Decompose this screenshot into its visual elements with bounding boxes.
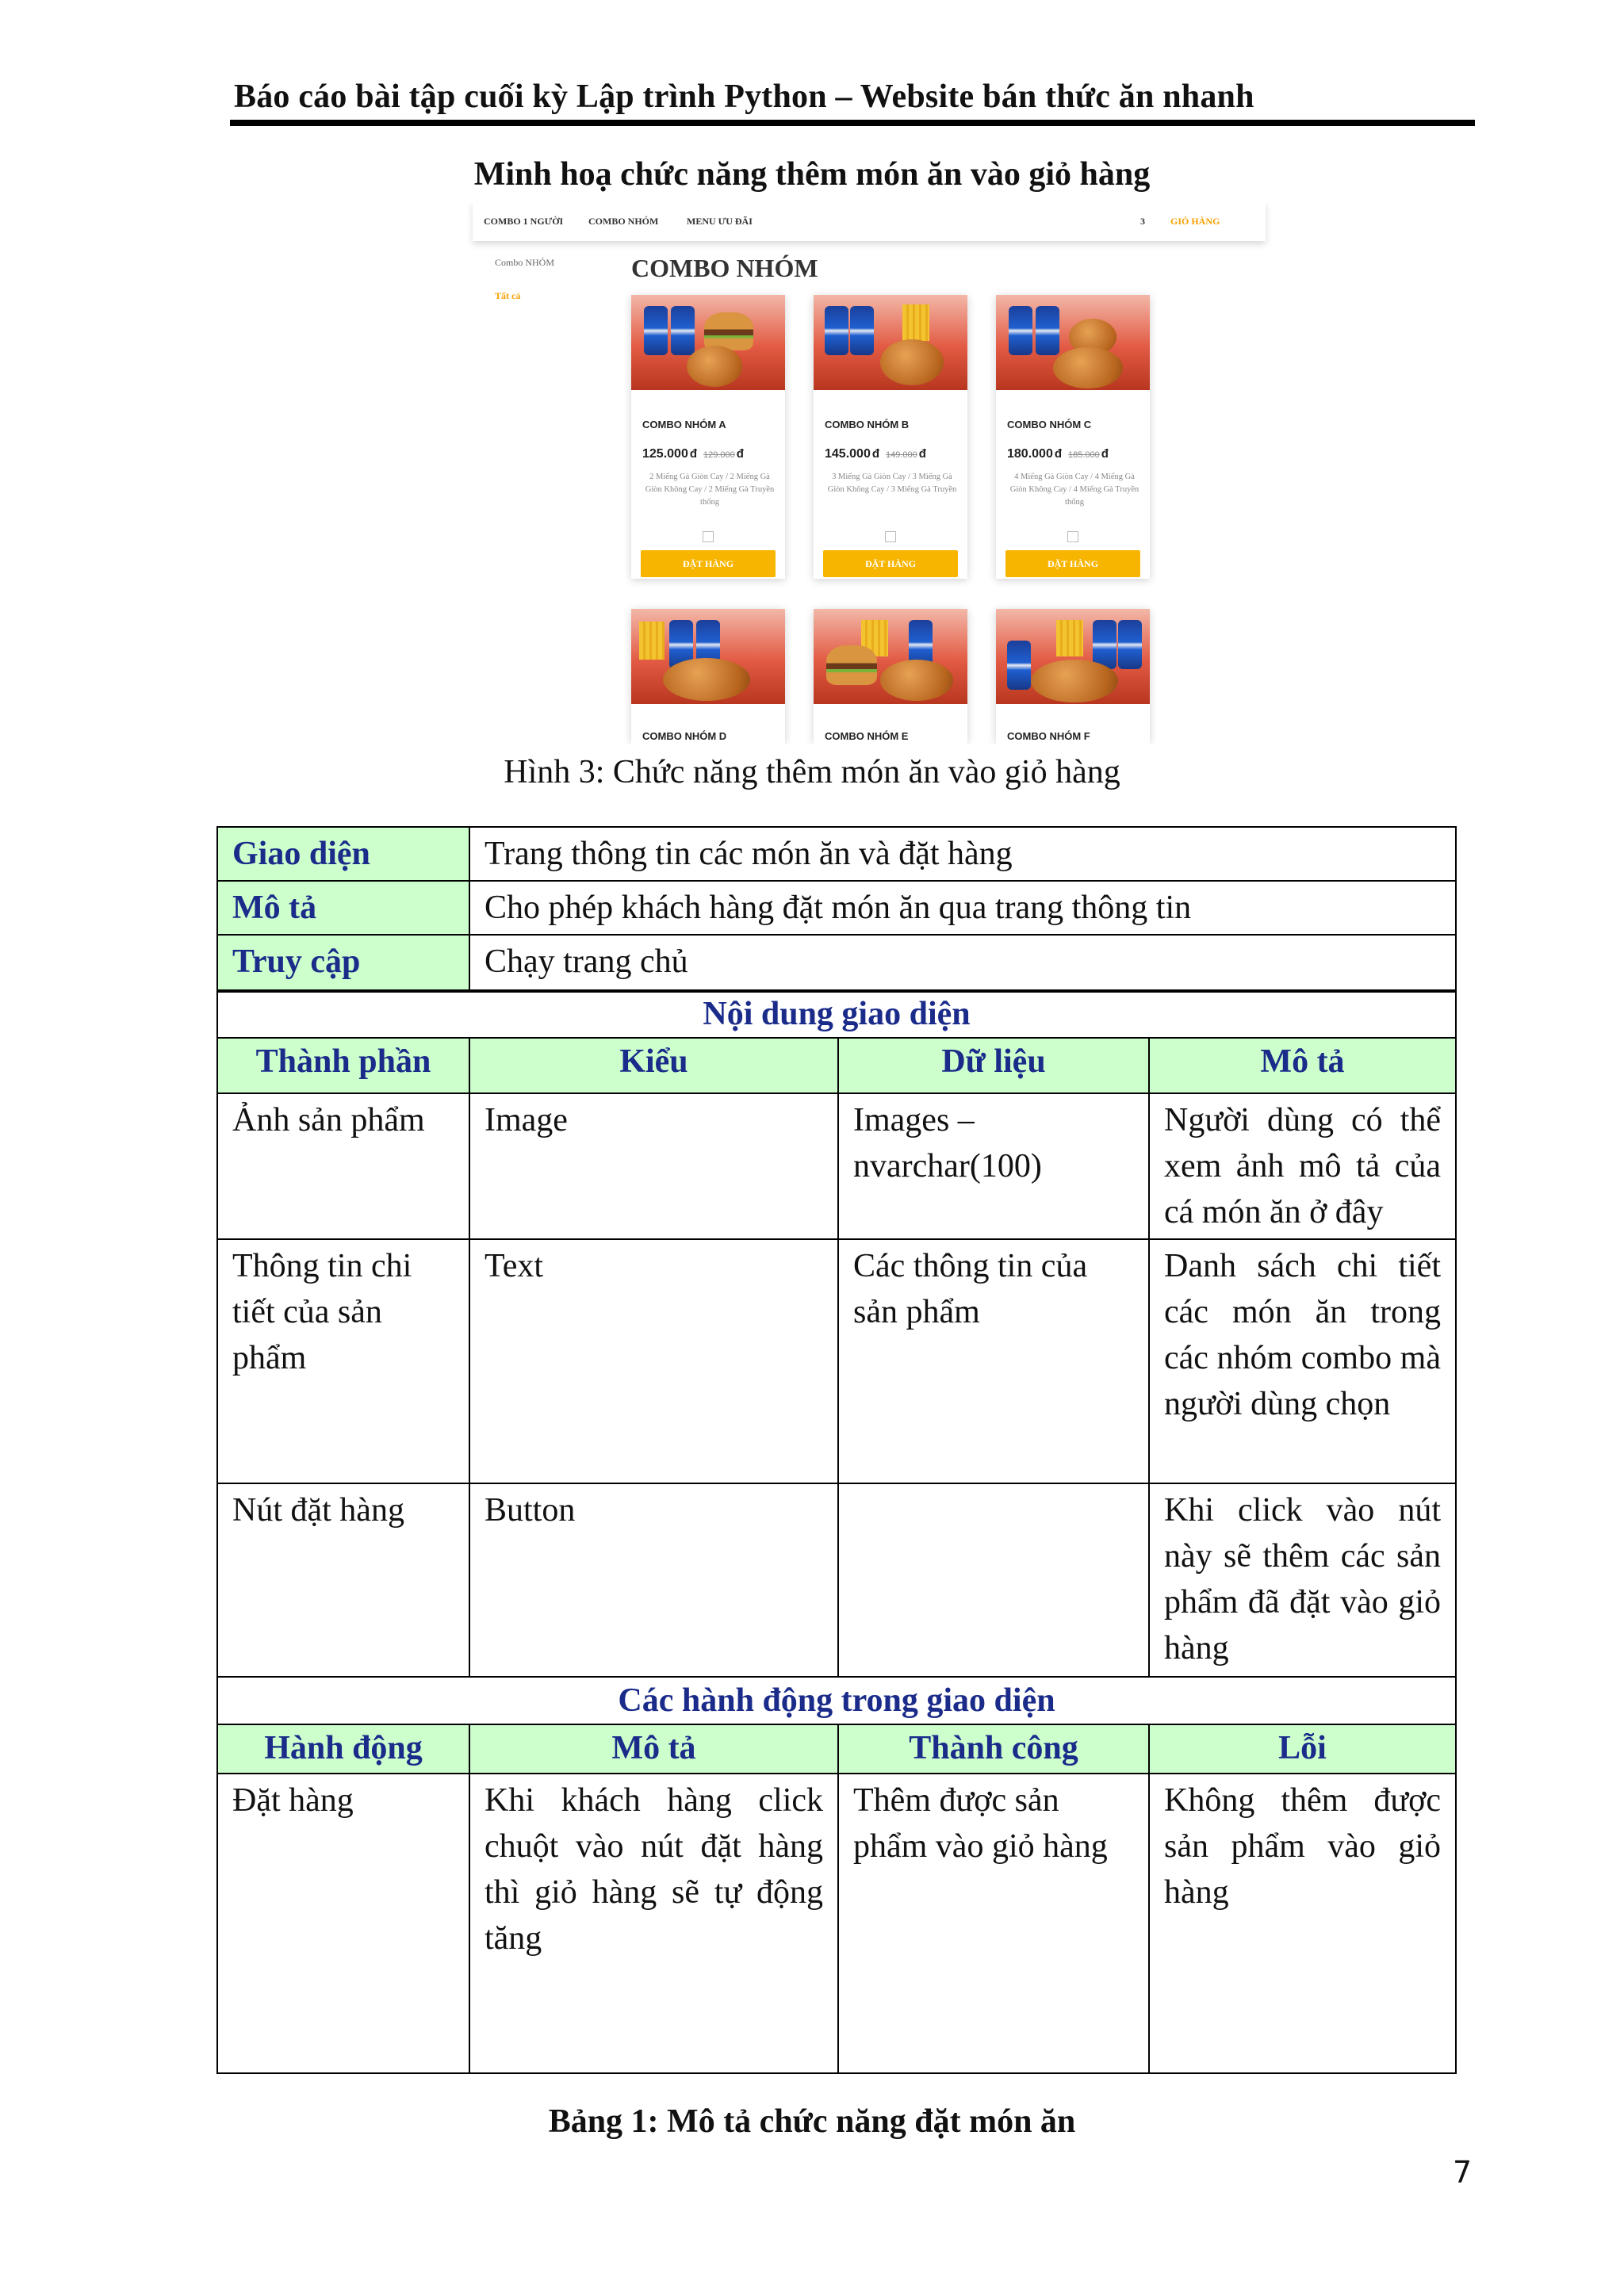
column-header: Lỗi [1149, 1724, 1456, 1774]
column-header: Mô tả [1149, 1038, 1456, 1093]
product-image [631, 295, 785, 390]
cell-success: Thêm được sản phẩm vào giỏ hàng [838, 1774, 1149, 2073]
column-header: Hành động [217, 1724, 469, 1774]
screenshot-section-title: COMBO NHÓM [631, 254, 818, 282]
info-value: Trang thông tin các món ăn và đặt hàng [469, 827, 1456, 881]
cart-count: 3 [1140, 216, 1145, 227]
table-row [217, 827, 1456, 881]
table-row [217, 1093, 1456, 1239]
order-button: ĐẶT HÀNG [823, 550, 958, 577]
product-checkbox [885, 531, 896, 542]
info-value: Cho phép khách hàng đặt món ăn qua trang thông tin [469, 881, 1456, 935]
screenshot-navbar [473, 201, 1266, 241]
column-header: Thành công [838, 1724, 1149, 1774]
header-row [217, 1724, 1456, 1774]
product-card [814, 295, 967, 579]
product-price: 125.000 đ 129.000 đ [642, 447, 744, 461]
product-name: COMBO NHÓM C [1007, 419, 1092, 430]
sidebar-category: Combo NHÓM [495, 257, 555, 268]
order-button: ĐẶT HÀNG [641, 550, 776, 577]
interface-table [216, 989, 1457, 2074]
cell-type: Text [469, 1239, 838, 1483]
cell-component: Thông tin chi tiết của sản phẩm [217, 1239, 469, 1483]
product-old-price: 129.000 [703, 450, 735, 460]
cell-type: Button [469, 1483, 838, 1677]
column-header: Thành phần [217, 1038, 469, 1093]
product-price: 145.000 đ 149.000 đ [825, 447, 926, 461]
column-header: Kiểu [469, 1038, 838, 1093]
cell-action: Đặt hàng [217, 1774, 469, 2073]
product-old-price: 185.000 [1068, 450, 1100, 460]
cell-description: Khi khách hàng click chuột vào nút đặt hàng thì giỏ hàng sẽ tự động tăng [469, 1774, 838, 2073]
info-table [216, 826, 1457, 993]
figure-caption: Hình 3: Chức năng thêm món ăn vào giỏ hàng [504, 754, 1120, 790]
info-label: Giao diện [217, 827, 469, 881]
product-card [814, 609, 967, 744]
table-row [217, 881, 1456, 935]
cell-error: Không thêm được sản phẩm vào giỏ hàng [1149, 1774, 1456, 2073]
info-value: Chạy trang chủ [469, 935, 1456, 992]
table-caption: Bảng 1: Mô tả chức năng đặt món ăn [548, 2103, 1076, 2140]
website-screenshot [362, 201, 1345, 744]
nav-item-combo-1-nguoi: COMBO 1 NGƯỜI [484, 216, 564, 227]
product-image [814, 609, 967, 704]
cell-description: Danh sách chi tiết các món ăn trong các nhóm combo mà người dùng chọn [1149, 1239, 1456, 1483]
product-image [996, 609, 1150, 704]
page-number: 7 [1453, 2155, 1473, 2190]
header-rule [230, 120, 1475, 126]
product-card [631, 295, 785, 579]
product-description: 2 Miếng Gà Giòn Cay / 2 Miếng Gà Giòn Không Cay / 2 Miếng Gà Truyền thống [645, 473, 775, 507]
product-image [996, 295, 1150, 390]
product-name: COMBO NHÓM D [642, 730, 727, 742]
cell-data [838, 1483, 1149, 1677]
cell-data: Images – nvarchar(100) [838, 1093, 1149, 1239]
table-row [217, 1239, 1456, 1483]
product-name: COMBO NHÓM E [825, 730, 909, 742]
cell-description: Khi click vào nút này sẽ thêm các sản phẩm đã đặt vào giỏ hàng [1149, 1483, 1456, 1677]
product-checkbox [703, 531, 714, 542]
product-card [996, 609, 1150, 744]
product-name: COMBO NHÓM F [1007, 730, 1090, 742]
product-name: COMBO NHÓM A [642, 419, 726, 430]
info-label: Truy cập [217, 935, 469, 992]
product-card [996, 295, 1150, 579]
actions-section-title: Các hành động trong giao diện [217, 1677, 1456, 1724]
cell-data: Các thông tin của sản phẩm [838, 1239, 1149, 1483]
nav-item-combo-nhom: COMBO NHÓM [588, 216, 659, 227]
header-row [217, 1038, 1456, 1093]
cell-component: Ảnh sản phẩm [217, 1093, 469, 1239]
nav-cart-link: GIỎ HÀNG [1170, 216, 1220, 227]
column-header: Mô tả [469, 1724, 838, 1774]
product-image [631, 609, 785, 704]
cell-description: Người dùng có thể xem ảnh mô tả của cá món ăn ở đây [1149, 1093, 1456, 1239]
order-button: ĐẶT HÀNG [1005, 550, 1140, 577]
nav-item-menu-uu-dai: MENU ƯU ĐÃI [687, 216, 753, 227]
product-name: COMBO NHÓM B [825, 419, 910, 430]
product-old-price: 149.000 [886, 450, 917, 460]
table-row [217, 1483, 1456, 1677]
cell-type: Image [469, 1093, 838, 1239]
info-label: Mô tả [217, 881, 469, 935]
product-price: 180.000 đ 185.000 đ [1007, 447, 1109, 461]
product-card [631, 609, 785, 744]
product-image [814, 295, 967, 390]
table-row [217, 935, 1456, 992]
cell-component: Nút đặt hàng [217, 1483, 469, 1677]
figure-heading: Minh hoạ chức năng thêm món ăn vào giỏ hàng [473, 156, 1151, 193]
product-checkbox [1067, 531, 1078, 542]
product-description: 3 Miếng Gà Giòn Cay / 3 Miếng Gà Giòn Không Cay / 3 Miếng Gà Truyền [827, 473, 957, 494]
column-header: Dữ liệu [838, 1038, 1149, 1093]
table-row [217, 1774, 1456, 2073]
section-row [217, 990, 1456, 1038]
product-description: 4 Miếng Gà Giòn Cay / 4 Miếng Gà Giòn Không Cay / 4 Miếng Gà Truyền thống [1009, 473, 1139, 507]
content-section-title: Nội dung giao diện [217, 990, 1456, 1038]
page-header-title: Báo cáo bài tập cuối kỳ Lập trình Python – Website bán thức ăn nhanh [234, 78, 1254, 115]
section-row [217, 1677, 1456, 1724]
sidebar-filter-all: Tất cả [495, 290, 521, 301]
